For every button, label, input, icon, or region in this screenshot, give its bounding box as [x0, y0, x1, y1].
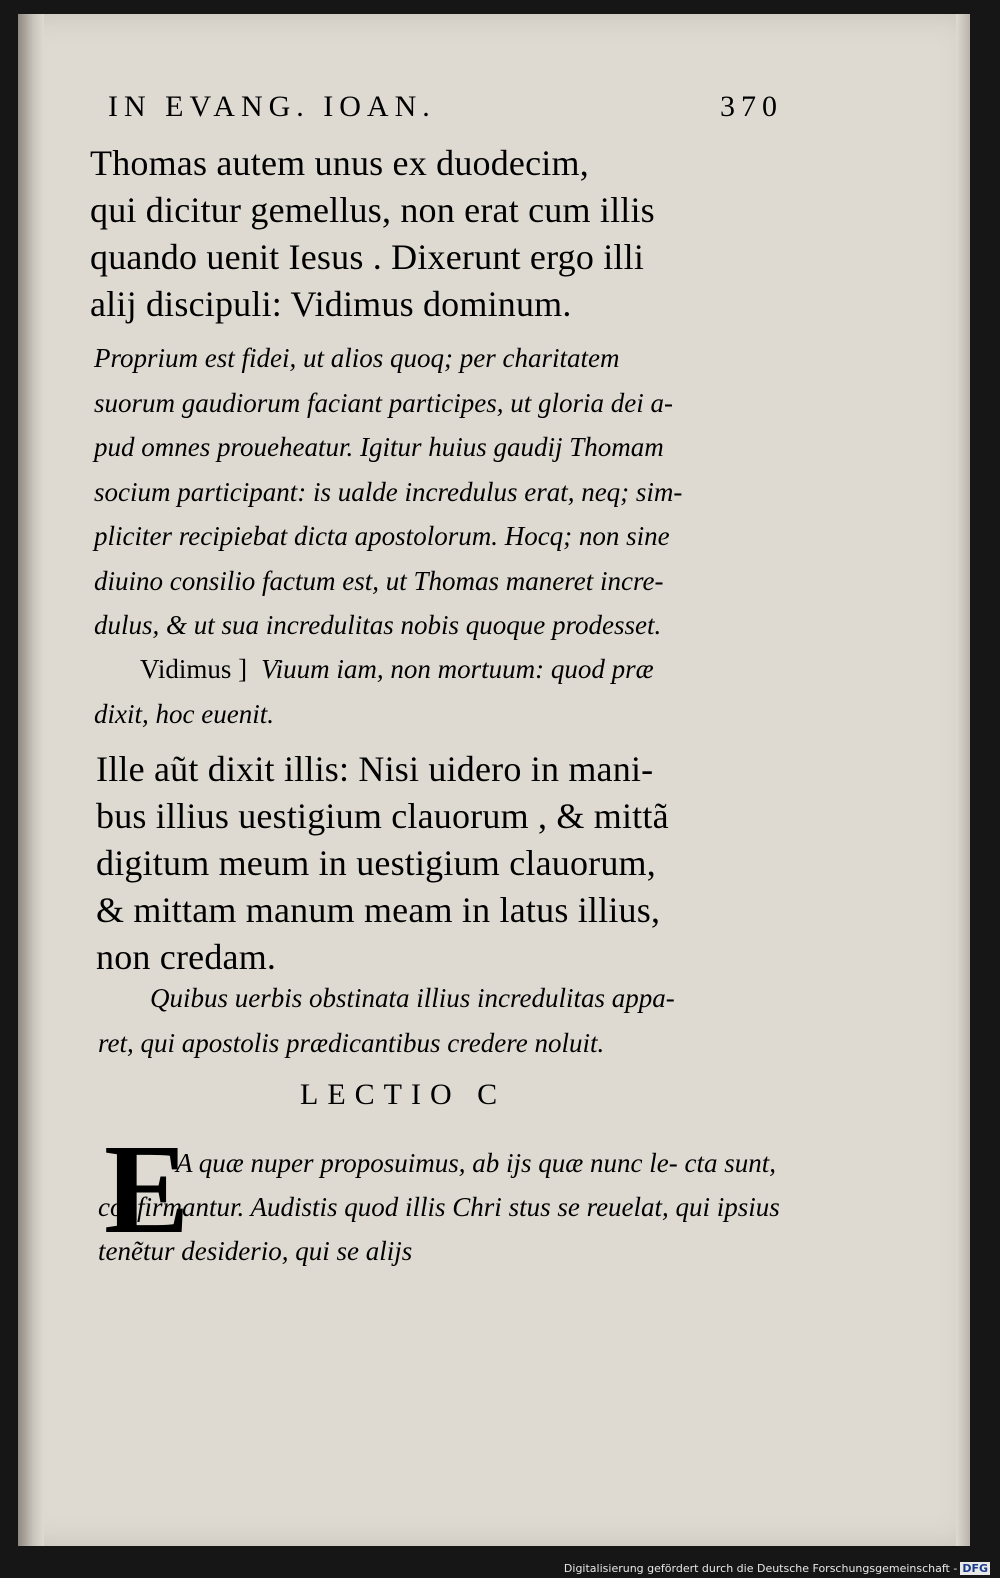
commentary-3 [98, 976, 675, 1065]
commentary-1 [94, 336, 682, 648]
verse-line: & mittam manum meam in latus illius, [96, 890, 661, 930]
running-head-title: IN EVANG. IOAN. [108, 90, 436, 123]
verse-line: Ille aũt dixit illis: Nisi uidero in mani- [96, 749, 654, 789]
commentary-line: socium participant: is ualde incredulus erat, neq; sim- [94, 476, 683, 507]
lemma: Vidimus ] [140, 654, 248, 684]
book-page [18, 14, 970, 1546]
credit-text: Digitalisierung gefördert durch die Deutsche Forschungsgemeinschaft - [563, 1562, 958, 1575]
commentary-line: diuino consilio factum est, ut Thomas maneret incre- [94, 565, 664, 596]
commentary-line: ret, qui apostolis prædicantibus credere noluit. [98, 1027, 605, 1058]
page-gutter [18, 14, 44, 1546]
page-edge [956, 14, 970, 1546]
commentary-line: Proprium est fidei, ut alios quoq; per charitatem [94, 343, 620, 373]
page-number: 370 [720, 90, 783, 123]
verse-line: alij discipuli: Vidimus dominum. [90, 284, 572, 324]
commentary-line: pliciter recipiebat dicta apostolorum. Hocq; non sine [94, 521, 670, 551]
commentary-line: dulus, & ut sua incredulitas nobis quoque prodesset. [94, 610, 662, 640]
commentary-line: Quibus uerbis obstinata illius incredulitas appa- [150, 983, 675, 1013]
verse-line: bus illius uestigium clauorum , & mittã [96, 796, 669, 836]
verse-line: quando uenit Iesus . Dixerunt ergo illi [90, 237, 645, 277]
dfg-logo: DFG [962, 1562, 988, 1575]
verse-1 [90, 140, 655, 328]
verse-2 [96, 746, 669, 981]
verse-line: non credam. [96, 937, 277, 977]
verse-line: Thomas autem unus ex duodecim, [90, 143, 589, 183]
commentary-line: suorum gaudiorum faciant participes, ut gloria dei a- [94, 387, 673, 418]
section-heading: LECTIO C [300, 1078, 507, 1111]
verse-line: digitum meum in uestigium clauorum, [96, 843, 656, 883]
digitization-credit [564, 1562, 990, 1575]
commentary-line: pud omnes proueheatur. Igitur huius gaudij Thomam [94, 432, 664, 462]
verse-line: qui dicitur gemellus, non erat cum illis [90, 190, 655, 230]
lectio-paragraph: A quæ nuper proposuimus, ab ijs quæ nunc le- cta sunt, confirmantur. Audistis quod illis Chri stus se reuelat, qui ipsius tenẽtur desiderio, qui se alijs [98, 1148, 780, 1266]
commentary-line: dixit, hoc euenit. [94, 698, 274, 729]
running-head [108, 90, 783, 124]
drop-capital: E [104, 1118, 190, 1260]
commentary-line: Viuum iam, non mortuum: quod præ [261, 654, 654, 684]
commentary-2 [94, 647, 654, 736]
